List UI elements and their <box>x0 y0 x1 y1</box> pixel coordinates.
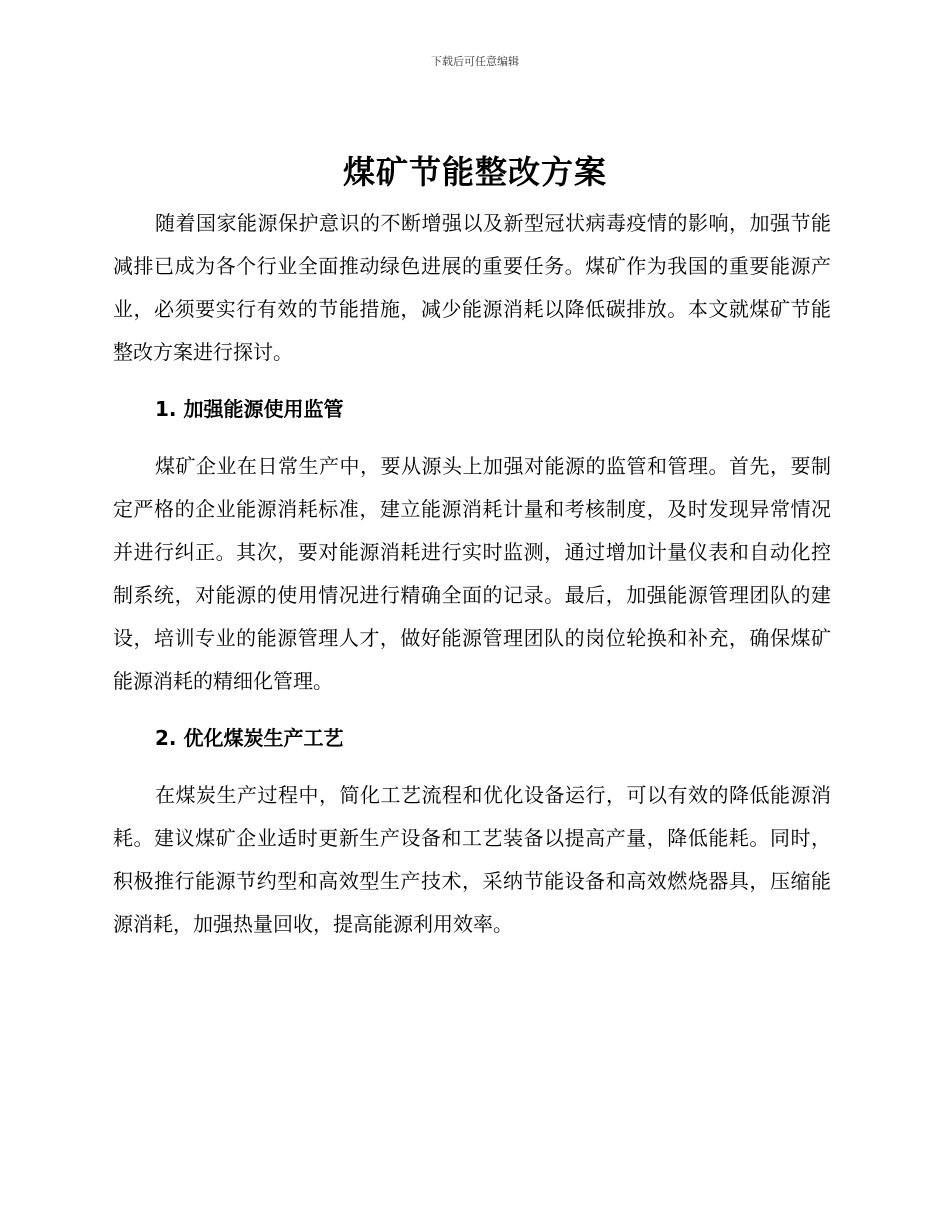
page-header-note: 下载后可任意编辑 <box>431 55 519 68</box>
section-heading-2: 2. 优化煤炭生产工艺 <box>155 726 344 750</box>
intro-paragraph: 随着国家能源保护意识的不断增强以及新型冠状病毒疫情的影响，加强节能减排已成为各个行业全面推动绿色进展的重要任务。煤矿作为我国的重要能源产业，必须要实行有效的节能措施，减少能源消耗以降低碳排放。本文就煤矿节能整改方案进行探讨。 <box>113 211 831 364</box>
document-body <box>113 202 831 946</box>
spacer <box>113 760 831 774</box>
spacer <box>113 374 831 388</box>
section-heading-1: 1. 加强能源使用监管 <box>155 397 344 421</box>
document-title: 煤矿节能整改方案 <box>342 153 607 191</box>
section-paragraph-2: 在煤炭生产过程中，简化工艺流程和优化设备运行，可以有效的降低能源消耗。建议煤矿企业适时更新生产设备和工艺装备以提高产量，降低能耗。同时，积极推行能源节约型和高效型生产技术，采纳节能设备和高效燃烧器具，压缩能源消耗，加强热量回收，提高能源利用效率。 <box>113 783 831 936</box>
spacer <box>113 703 831 717</box>
spacer <box>113 431 831 445</box>
section-paragraph-1: 煤矿企业在日常生产中，要从源头上加强对能源的监管和管理。首先，要制定严格的企业能源消耗标准，建立能源消耗计量和考核制度，及时发现异常情况并进行纠正。其次，要对能源消耗进行实时监测，通过增加计量仪表和自动化控制系统，对能源的使用情况进行精确全面的记录。最后，加强能源管理团队的建设，培训专业的能源管理人才，做好能源管理团队的岗位轮换和补充，确保煤矿能源消耗的精细化管理。 <box>113 454 831 693</box>
